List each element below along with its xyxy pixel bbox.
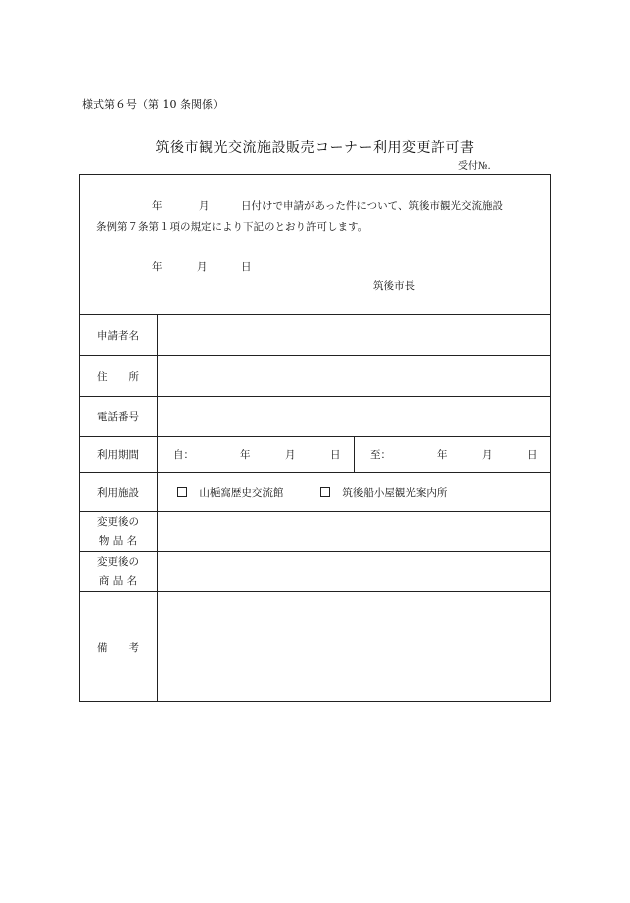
period-to-label: 至： bbox=[370, 449, 391, 461]
row-divider bbox=[79, 436, 551, 437]
row-divider bbox=[79, 472, 551, 473]
phone-label: 電話番号 bbox=[97, 411, 139, 423]
period-divider bbox=[354, 436, 355, 472]
form-table-frame bbox=[79, 174, 551, 702]
facility-option[interactable] bbox=[177, 485, 283, 500]
address-label: 住 所 bbox=[97, 371, 139, 383]
row-divider bbox=[79, 314, 551, 315]
permit-text-line1: 日付けで申請があった件について、筑後市観光交流施設 bbox=[241, 200, 503, 212]
label-column-divider bbox=[157, 314, 158, 702]
row-divider bbox=[79, 511, 551, 512]
period-from-month: 月 bbox=[285, 449, 296, 461]
period-from-year: 年 bbox=[240, 449, 251, 461]
checkbox-icon[interactable] bbox=[177, 487, 187, 497]
facility-option-label: 山梔窩歴史交流館 bbox=[199, 487, 284, 499]
changed-product-label-1: 変更後の bbox=[97, 556, 139, 568]
permit-text-line2: 条例第７条第１項の規定により下記のとおり許可します。 bbox=[96, 221, 369, 233]
row-divider bbox=[79, 591, 551, 592]
period-to-day: 日 bbox=[527, 449, 538, 461]
facility-option[interactable] bbox=[320, 485, 447, 500]
permit-date-month: 月 bbox=[197, 261, 208, 273]
period-to-month: 月 bbox=[482, 449, 493, 461]
changed-goods-label-1: 変更後の bbox=[97, 516, 139, 528]
applicant-name-label: 申請者名 bbox=[97, 330, 139, 342]
checkbox-icon[interactable] bbox=[320, 487, 330, 497]
facility-option-label: 筑後船小屋観光案内所 bbox=[342, 487, 448, 499]
receipt-number-label: 受付№. bbox=[458, 161, 491, 172]
period-from-label: 自： bbox=[173, 449, 194, 461]
permit-date-year: 年 bbox=[152, 261, 163, 273]
changed-goods-label-2: 物 品 名 bbox=[98, 535, 138, 547]
period-from-day: 日 bbox=[330, 449, 341, 461]
usage-period-label: 利用期間 bbox=[97, 449, 139, 461]
remarks-label: 備 考 bbox=[97, 642, 139, 654]
row-divider bbox=[79, 551, 551, 552]
permit-month: 月 bbox=[199, 200, 210, 212]
period-to-year: 年 bbox=[437, 449, 448, 461]
row-divider bbox=[79, 355, 551, 356]
row-divider bbox=[79, 396, 551, 397]
form-number: 様式第６号（第 10 条関係） bbox=[82, 98, 224, 111]
permit-date-day: 日 bbox=[241, 261, 252, 273]
changed-product-label-2: 商 品 名 bbox=[98, 575, 138, 587]
permit-year: 年 bbox=[152, 200, 163, 212]
facility-label: 利用施設 bbox=[97, 487, 139, 499]
document-title: 筑後市観光交流施設販売コーナー利用変更許可書 bbox=[155, 140, 475, 156]
mayor-signature: 筑後市長 bbox=[373, 280, 415, 292]
